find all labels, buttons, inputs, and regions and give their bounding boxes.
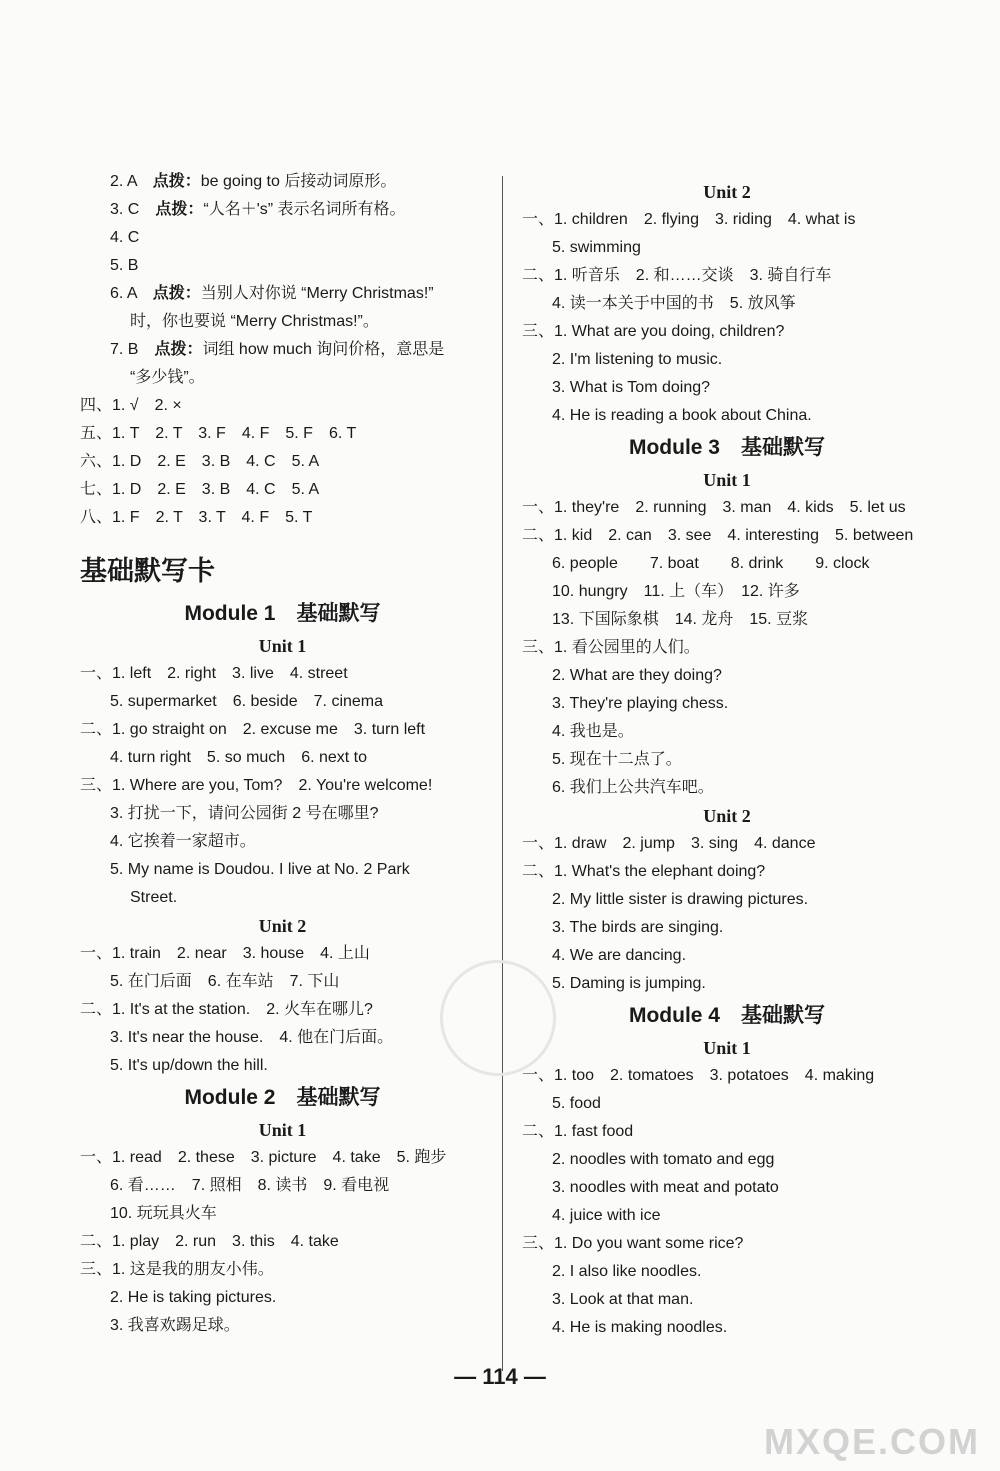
answer-line bbox=[80, 772, 485, 800]
answer-text: 4. C bbox=[110, 229, 140, 246]
answer-text: 5. My name is Doudou. I live at No. 2 Park bbox=[110, 861, 410, 878]
answer-line bbox=[522, 1118, 932, 1146]
answer-text: 2. What are they doing? bbox=[552, 667, 722, 684]
answer-line bbox=[522, 1286, 932, 1314]
hint-text: 词组 how much 询问价格，意思是 bbox=[202, 341, 445, 358]
answer-line bbox=[80, 1172, 485, 1200]
answer-text: 5. It's up/down the hill. bbox=[110, 1057, 268, 1074]
answer-line bbox=[80, 280, 485, 308]
answer-text: 二、1. play 2. run 3. this 4. take bbox=[80, 1233, 339, 1250]
answer-text: 二、1. It's at the station. 2. 火车在哪儿? bbox=[80, 1001, 373, 1018]
answer-line bbox=[80, 1256, 485, 1284]
hint-label: 点拨： bbox=[152, 285, 201, 302]
answer-text: 一、1. children 2. flying 3. riding 4. what is bbox=[522, 211, 856, 228]
answer-line bbox=[522, 262, 932, 290]
answer-text: 2. A bbox=[110, 173, 153, 190]
answer-line bbox=[522, 402, 932, 430]
answer-text: 4. 我也是。 bbox=[552, 723, 634, 740]
answer-line bbox=[522, 662, 932, 690]
module-3-unit-2-answers bbox=[522, 830, 932, 998]
answer-line bbox=[522, 970, 932, 998]
answer-text: 5. food bbox=[552, 1095, 601, 1112]
answer-line bbox=[80, 800, 485, 828]
answer-text: 5. supermarket 6. beside 7. cinema bbox=[110, 693, 384, 710]
answer-text: 10. hungry 11. 上（车） 12. 许多 bbox=[552, 583, 800, 600]
answer-text: 八、1. F 2. T 3. T 4. F 5. T bbox=[80, 509, 313, 526]
answer-text: 6. 看…… 7. 照相 8. 读书 9. 看电视 bbox=[110, 1177, 390, 1194]
answer-line bbox=[80, 308, 485, 336]
answer-text: 七、1. D 2. E 3. B 4. C 5. A bbox=[80, 481, 320, 498]
answer-line bbox=[80, 1228, 485, 1256]
answer-line bbox=[522, 942, 932, 970]
column-divider bbox=[502, 176, 503, 1371]
answer-text: 三、1. What are you doing, children? bbox=[522, 323, 785, 340]
answer-text: 3. Look at that man. bbox=[552, 1291, 694, 1308]
answer-line bbox=[522, 550, 932, 578]
answer-line bbox=[522, 1258, 932, 1286]
answer-line bbox=[80, 252, 485, 280]
module-1-unit-2-answers bbox=[80, 940, 485, 1080]
answer-text: 三、1. Do you want some rice? bbox=[522, 1235, 744, 1252]
answer-line bbox=[80, 884, 485, 912]
answer-text: 二、1. go straight on 2. excuse me 3. turn left bbox=[80, 721, 426, 738]
answer-line bbox=[522, 830, 932, 858]
answer-line bbox=[80, 392, 485, 420]
answer-line bbox=[80, 968, 485, 996]
hint-label: 点拨： bbox=[152, 173, 201, 190]
answer-text: 三、1. Where are you, Tom? 2. You're welcome! bbox=[80, 777, 433, 794]
answer-line bbox=[522, 690, 932, 718]
module-2-unit-2-answers bbox=[522, 206, 932, 430]
answer-text: 4. He is reading a book about China. bbox=[552, 407, 812, 424]
answer-line bbox=[80, 828, 485, 856]
answers-list bbox=[80, 168, 485, 532]
module-1-unit-2-title: Unit 2 bbox=[258, 916, 307, 936]
answer-line bbox=[522, 1062, 932, 1090]
answer-text: 13. 下国际象棋 14. 龙舟 15. 豆浆 bbox=[552, 611, 809, 628]
answer-line bbox=[522, 318, 932, 346]
answer-text: Street. bbox=[130, 889, 178, 906]
module-4-unit-1-title: Unit 1 bbox=[703, 1038, 751, 1058]
answer-line bbox=[522, 1314, 932, 1342]
answer-line bbox=[80, 476, 485, 504]
hint-text: be going to 后接动词原形。 bbox=[200, 173, 397, 190]
answer-text: 4. 它挨着一家超市。 bbox=[110, 833, 256, 850]
answer-text: 3. 打扰一下，请问公园街 2 号在哪里? bbox=[110, 805, 379, 822]
answer-line bbox=[80, 716, 485, 744]
answer-line bbox=[522, 886, 932, 914]
answer-text: 4. We are dancing. bbox=[552, 947, 687, 964]
answer-text: 一、1. too 2. tomatoes 3. potatoes 4. making bbox=[522, 1067, 875, 1084]
module-4-title: Module 4 基础默写 bbox=[628, 1004, 825, 1027]
module-2-unit-2-title: Unit 2 bbox=[703, 182, 751, 202]
answer-line bbox=[80, 504, 485, 532]
module-3-title: Module 3 基础默写 bbox=[628, 436, 825, 459]
answer-line bbox=[522, 206, 932, 234]
answer-line bbox=[80, 1284, 485, 1312]
answer-line bbox=[80, 1144, 485, 1172]
answer-text: 3. 我喜欢踢足球。 bbox=[110, 1317, 240, 1334]
answer-line bbox=[80, 856, 485, 884]
right-column bbox=[522, 178, 932, 1342]
answer-line bbox=[80, 448, 485, 476]
answer-text: 6. A bbox=[110, 285, 153, 302]
answer-line bbox=[522, 578, 932, 606]
answer-line bbox=[80, 940, 485, 968]
answer-line bbox=[80, 420, 485, 448]
module-3-unit-2-title: Unit 2 bbox=[703, 806, 751, 826]
answer-line bbox=[522, 494, 932, 522]
answer-line bbox=[522, 634, 932, 662]
answer-text: 3. It's near the house. 4. 他在门后面。 bbox=[110, 1029, 394, 1046]
answer-line bbox=[522, 774, 932, 802]
answer-text: 一、1. they're 2. running 3. man 4. kids 5. let us bbox=[522, 499, 906, 516]
module-2-unit-1-title: Unit 1 bbox=[258, 1120, 307, 1140]
answer-line bbox=[80, 1312, 485, 1340]
answer-line bbox=[522, 1174, 932, 1202]
answer-text: 2. He is taking pictures. bbox=[110, 1289, 277, 1306]
answer-text: “多少钱”。 bbox=[130, 369, 205, 386]
answer-line bbox=[80, 996, 485, 1024]
answer-text: 2. I also like noodles. bbox=[552, 1263, 702, 1280]
answer-text: 3. What is Tom doing? bbox=[552, 379, 711, 396]
answer-text: 5. B bbox=[110, 257, 139, 274]
page-number: — 114 — bbox=[454, 1364, 546, 1389]
answer-text: 4. He is making noodles. bbox=[552, 1319, 728, 1336]
answer-text: 2. I'm listening to music. bbox=[552, 351, 723, 368]
module-2-unit-1-answers bbox=[80, 1144, 485, 1340]
answer-text: 二、1. fast food bbox=[522, 1123, 634, 1140]
answer-text: 2. noodles with tomato and egg bbox=[552, 1151, 775, 1168]
left-column bbox=[80, 168, 485, 1340]
answer-text: 6. 我们上公共汽车吧。 bbox=[552, 779, 714, 796]
answer-line bbox=[80, 1052, 485, 1080]
answer-text: 四、1. √ 2. × bbox=[80, 397, 182, 414]
answer-text: 三、1. 看公园里的人们。 bbox=[522, 639, 700, 656]
answer-line bbox=[522, 234, 932, 262]
watermark: MXQE.COM bbox=[763, 1421, 980, 1462]
answer-text: 4. turn right 5. so much 6. next to bbox=[110, 749, 368, 766]
answer-text: 六、1. D 2. E 3. B 4. C 5. A bbox=[80, 453, 320, 470]
module-1-unit-1-title: Unit 1 bbox=[258, 636, 307, 656]
hint-text: “人名＋'s” 表示名词所有格。 bbox=[203, 201, 406, 218]
answer-line bbox=[522, 1146, 932, 1174]
answer-text: 3. They're playing chess. bbox=[552, 695, 729, 712]
module-1-unit-1-answers bbox=[80, 660, 485, 912]
answer-text: 五、1. T 2. T 3. F 4. F 5. F 6. T bbox=[80, 425, 357, 442]
answer-line bbox=[522, 522, 932, 550]
answer-line bbox=[80, 364, 485, 392]
answer-line bbox=[522, 1230, 932, 1258]
module-2-title: Module 2 基础默写 bbox=[184, 1086, 381, 1109]
answer-text: 5. 现在十二点了。 bbox=[552, 751, 682, 768]
answer-line bbox=[80, 1200, 485, 1228]
answer-line bbox=[522, 718, 932, 746]
answer-line bbox=[80, 744, 485, 772]
answer-line bbox=[80, 1024, 485, 1052]
answer-line bbox=[522, 1202, 932, 1230]
answer-line bbox=[522, 914, 932, 942]
answer-line bbox=[522, 1090, 932, 1118]
answer-text: 5. Daming is jumping. bbox=[552, 975, 706, 992]
answer-text: 4. juice with ice bbox=[552, 1207, 661, 1224]
answer-line bbox=[80, 224, 485, 252]
answer-line bbox=[522, 346, 932, 374]
module-3-unit-1-answers bbox=[522, 494, 932, 802]
answer-text: 二、1. kid 2. can 3. see 4. interesting 5. between bbox=[522, 527, 914, 544]
answer-line bbox=[80, 168, 485, 196]
answer-text: 二、1. 听音乐 2. 和……交谈 3. 骑自行车 bbox=[522, 267, 832, 284]
answer-text: 10. 玩玩具火车 bbox=[110, 1205, 217, 1222]
answer-line bbox=[522, 290, 932, 318]
answer-text: 2. My little sister is drawing pictures. bbox=[552, 891, 809, 908]
answer-text: 6. people 7. boat 8. drink 9. clock bbox=[552, 555, 870, 572]
answer-text: 5. swimming bbox=[552, 239, 641, 256]
answer-text: 一、1. left 2. right 3. live 4. street bbox=[80, 665, 348, 682]
hint-label: 点拨： bbox=[155, 201, 204, 218]
answer-line bbox=[522, 858, 932, 886]
answer-line bbox=[80, 688, 485, 716]
answer-line bbox=[80, 660, 485, 688]
answer-text: 3. C bbox=[110, 201, 156, 218]
section-title: 基础默写卡 bbox=[80, 556, 215, 586]
module-3-unit-1-title: Unit 1 bbox=[703, 470, 751, 490]
module-4-unit-1-answers bbox=[522, 1062, 932, 1342]
hint-label: 点拨： bbox=[154, 341, 203, 358]
answer-line bbox=[522, 606, 932, 634]
answer-line bbox=[80, 336, 485, 364]
answer-text: 三、1. 这是我的朋友小伟。 bbox=[80, 1261, 274, 1278]
answer-text: 一、1. train 2. near 3. house 4. 上山 bbox=[80, 945, 370, 962]
hint-text: 当别人对你说 “Merry Christmas!” bbox=[200, 285, 434, 302]
answer-text: 3. The birds are singing. bbox=[552, 919, 724, 936]
answer-line bbox=[80, 196, 485, 224]
answer-line bbox=[522, 374, 932, 402]
module-1-title: Module 1 基础默写 bbox=[184, 602, 381, 625]
answer-text: 二、1. What's the elephant doing? bbox=[522, 863, 766, 880]
answer-line bbox=[522, 746, 932, 774]
answer-text: 3. noodles with meat and potato bbox=[552, 1179, 779, 1196]
answer-text: 一、1. read 2. these 3. picture 4. take 5. 跑步 bbox=[80, 1149, 447, 1166]
answer-text: 一、1. draw 2. jump 3. sing 4. dance bbox=[522, 835, 816, 852]
answer-text: 4. 读一本关于中国的书 5. 放风筝 bbox=[552, 295, 796, 312]
answer-text: 时，你也要说 “Merry Christmas!”。 bbox=[130, 313, 379, 330]
answer-text: 5. 在门后面 6. 在车站 7. 下山 bbox=[110, 973, 340, 990]
answer-text: 7. B bbox=[110, 341, 155, 358]
